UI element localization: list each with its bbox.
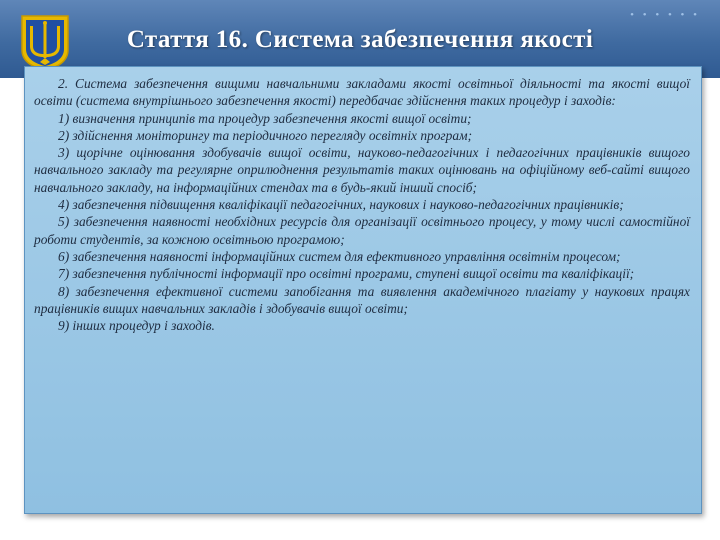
list-item-1: 1) визначення принципів та процедур забезпечення якості вищої освіти; [58, 110, 472, 126]
slide-title: Стаття 16. Система забезпечення якості [126, 26, 594, 53]
list-item-6: 6) забезпечення наявності інформаційних систем для ефективного управління освітнім процесом; [58, 248, 621, 264]
list-item-2: 2) здійснення моніторингу та періодичного перегляду освітніх програм; [58, 127, 473, 143]
intro-paragraph: 2. Система забезпечення вищими навчальними закладами якості освітньої діяльності та якості вищої освіти (система внутрішнього забезпечення якості) передбачає здійснення таких процедур і заходів: [34, 76, 690, 109]
list-item-8: 8) забезпечення ефективної системи запобігання та виявлення академічного плагіату у наукових працях працівників вищих навчальних закладів і здобувачів вищої освіти; [34, 283, 690, 316]
list-item-9: 9) інших процедур і заходів. [58, 318, 215, 334]
list-item-4: 4) забезпечення підвищення кваліфікації педагогічних, наукових і науково-педагогічних працівників; [58, 197, 624, 213]
header-decoration: • • • • • • [630, 9, 700, 21]
article-text [34, 75, 690, 334]
list-item-7: 7) забезпечення публічності інформації про освітні програми, ступені вищої освіти та кваліфікації; [58, 266, 635, 282]
list-item-3: 3) щорічне оцінювання здобувачів вищої освіти, науково-педагогічних і педагогічних працівників вищого навчального закладу та регулярне оприлюднення результатів таких оцінювань на офіційному веб-сайті вищого навчального закладу, на інформаційних стендах та в будь-який інший спосіб; [34, 145, 690, 195]
list-item-5: 5) забезпечення наявності необхідних ресурсів для організації освітнього процесу, у тому числі самостійної роботи студентів, за кожною освітньою програмою; [34, 214, 690, 247]
